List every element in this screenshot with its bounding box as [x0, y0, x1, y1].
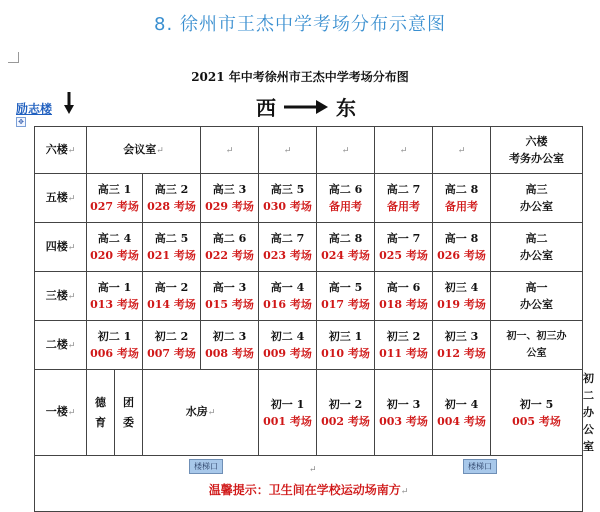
- paragraph-mark: ↵: [341, 145, 350, 156]
- office-label: 高一: [525, 281, 548, 294]
- paragraph-mark: ↵: [67, 242, 76, 253]
- exam-room-label: 006 考场: [90, 347, 139, 360]
- exam-room-label: 备用考: [445, 200, 479, 213]
- arrow-right-icon: [284, 100, 328, 114]
- exam-room-label: 009 考场: [263, 347, 312, 360]
- class-label: 高一 3: [212, 281, 247, 294]
- office-label: 高二: [525, 232, 548, 245]
- empty-cell: [375, 127, 433, 174]
- room-cell: [433, 370, 491, 456]
- exam-office-cell: [491, 127, 583, 174]
- paragraph-mark: ↵: [283, 145, 292, 156]
- exam-office-label: 考务办公室: [509, 152, 565, 165]
- office-cell: [491, 272, 583, 321]
- stairway-right-label: 楼梯口: [463, 459, 497, 474]
- inspire-building-link[interactable]: 励志楼: [16, 102, 53, 116]
- exam-room-label: 008 考场: [205, 347, 254, 360]
- exam-room-label: 001 考场: [263, 414, 312, 428]
- room-cell: [259, 223, 317, 272]
- empty-cell: [317, 127, 375, 174]
- class-label: 高二 7: [270, 232, 305, 245]
- floor-label: [35, 174, 87, 223]
- room-cell: [201, 223, 259, 272]
- room-cell: [375, 223, 433, 272]
- exam-room-label: 029 考场: [205, 200, 254, 213]
- class-label: 高二 5: [154, 232, 189, 245]
- cell-text: 水房: [185, 405, 208, 418]
- paragraph-mark: ↵: [225, 145, 234, 156]
- room-cell: [259, 370, 317, 456]
- class-label: 高二 6: [212, 232, 247, 245]
- room-cell: [433, 321, 491, 370]
- class-label: 高二 8: [328, 232, 363, 245]
- paragraph-mark: ↵: [67, 340, 76, 351]
- cell-text: 会议室: [123, 142, 157, 156]
- cell-text: 温馨提示：卫生间在学校运动场南方: [208, 483, 401, 497]
- exam-room-label: 011 考场: [379, 347, 428, 360]
- document-title: 2021 年中考徐州市王杰中学考场分布图: [191, 70, 409, 84]
- class-label: 初二 1: [97, 330, 132, 343]
- room-cell: [375, 272, 433, 321]
- empty-cell: [433, 127, 491, 174]
- floor-row-6: [35, 127, 583, 174]
- room-cell: [259, 272, 317, 321]
- paragraph-mark: ↵: [156, 145, 164, 156]
- floor-row-5: [35, 174, 583, 223]
- exam-room-label: 019 考场: [437, 298, 486, 311]
- room-cell: [375, 321, 433, 370]
- direction-indicator: [256, 92, 356, 121]
- exam-office-label: 六楼: [525, 135, 548, 148]
- exam-room-label: 备用考: [329, 200, 363, 213]
- room-cell: [201, 174, 259, 223]
- exam-room-label: 备用考: [387, 200, 421, 213]
- class-label: 高一 8: [444, 232, 479, 245]
- exam-room-label: 026 考场: [437, 249, 486, 262]
- deyu-char-1: 德: [95, 395, 106, 409]
- paragraph-mark: ↵: [400, 487, 409, 497]
- class-label: 高二 4: [97, 232, 132, 245]
- toilet-tip: [35, 482, 582, 501]
- paragraph-mark: ↵: [457, 145, 466, 156]
- room-cell: [143, 272, 201, 321]
- class-label: 高一 7: [386, 232, 421, 245]
- class-label: 高一 4: [270, 281, 305, 294]
- class-label: 高二 8: [444, 183, 479, 196]
- office-label: 办公室: [520, 249, 554, 262]
- exam-room-label: 002 考场: [321, 414, 370, 428]
- class-label: 初一 4: [444, 397, 479, 411]
- footer-cell: [35, 456, 583, 512]
- cell-text: 三楼: [45, 288, 68, 302]
- room-cell: [201, 272, 259, 321]
- cell-text: 六楼: [45, 142, 68, 156]
- paragraph-mark: ↵: [399, 145, 408, 156]
- room-cell: [201, 321, 259, 370]
- class-label: 高二 7: [386, 183, 421, 196]
- room-cell: [317, 272, 375, 321]
- floor-row-1: 一楼↵ 德 育 团 委 水房↵ 初一 1 001 考场 初一 2 002 考场 初一 3 003 考场 初一 4 004 考场 初一 5 005 考场 初二 办公室: [35, 370, 583, 456]
- class-label: 高一 5: [328, 281, 363, 294]
- exam-room-label: 007 考场: [147, 347, 196, 360]
- exam-room-label: 020 考场: [90, 249, 139, 262]
- office-cell: [491, 321, 583, 370]
- exam-room-label: 021 考场: [147, 249, 196, 262]
- exam-room-label: 030 考场: [263, 200, 312, 213]
- class-label: 初三 2: [386, 330, 421, 343]
- paragraph-mark: ↵: [309, 465, 317, 475]
- exam-room-label: 028 考场: [147, 200, 196, 213]
- room-cell: [143, 223, 201, 272]
- office-cell: [491, 174, 583, 223]
- paragraph-mark: ↵: [67, 193, 76, 204]
- paragraph-mark: ↵: [67, 145, 76, 156]
- water-room-cell: [143, 370, 259, 456]
- paragraph-mark: ↵: [207, 408, 216, 418]
- empty-cell: [201, 127, 259, 174]
- class-label: 高一 1: [97, 281, 132, 294]
- room-cell: [433, 223, 491, 272]
- exam-room-label: 022 考场: [205, 249, 254, 262]
- office-label: 办公室: [520, 298, 554, 311]
- table-move-handle-icon[interactable]: ✥: [16, 117, 26, 127]
- office-label: 公室: [526, 348, 547, 359]
- east-label: 东: [336, 96, 356, 120]
- exam-room-label: 013 考场: [90, 298, 139, 311]
- room-cell: [491, 370, 583, 456]
- exam-room-label: 012 考场: [437, 347, 486, 360]
- cell-text: 二楼: [45, 337, 68, 351]
- class-label: 初一 3: [386, 397, 421, 411]
- floor-label: [35, 223, 87, 272]
- exam-room-table: [34, 126, 595, 512]
- room-cell: [87, 321, 143, 370]
- class-label: 高三 5: [270, 183, 305, 196]
- class-label: 高三 1: [97, 183, 132, 196]
- floor-label: [35, 321, 87, 370]
- room-cell: [433, 174, 491, 223]
- floor-row-2: [35, 321, 583, 370]
- exam-room-label: 005 考场: [512, 414, 561, 428]
- class-label: 初一 2: [328, 397, 363, 411]
- crop-mark: [8, 52, 19, 63]
- exam-room-label: 010 考场: [321, 347, 370, 360]
- paragraph-mark: ↵: [67, 291, 76, 302]
- deyu-tuanwei-cell: [87, 370, 143, 456]
- room-cell: [317, 223, 375, 272]
- exam-room-label: 015 考场: [205, 298, 254, 311]
- room-cell: [317, 174, 375, 223]
- tuanwei-char-1: 团: [123, 395, 134, 409]
- floor-row-3: [35, 272, 583, 321]
- meeting-room-cell: [87, 127, 201, 174]
- exam-room-label: 014 考场: [147, 298, 196, 311]
- room-cell: [259, 174, 317, 223]
- room-cell: [317, 321, 375, 370]
- room-cell: [87, 272, 143, 321]
- floor-row-4: [35, 223, 583, 272]
- class-label: 初一 1: [270, 397, 305, 411]
- page-heading: 8. 徐州市王杰中学考场分布示意图: [154, 14, 446, 35]
- deyu-char-2: 育: [95, 415, 106, 429]
- class-label: 初二 2: [154, 330, 189, 343]
- office-label: 高三: [525, 183, 548, 196]
- floor-label: [35, 272, 87, 321]
- class-label: 高三 2: [154, 183, 189, 196]
- room-cell: [317, 370, 375, 456]
- class-label: 初一 5: [519, 397, 554, 411]
- room-cell: [259, 321, 317, 370]
- class-label: 初二 3: [212, 330, 247, 343]
- class-label: 初三 3: [444, 330, 479, 343]
- exam-room-label: 016 考场: [263, 298, 312, 311]
- tuanwei-char-2: 委: [123, 415, 134, 429]
- office-label: 办公室: [520, 200, 554, 213]
- exam-room-label: 023 考场: [263, 249, 312, 262]
- exam-room-label: 024 考场: [321, 249, 370, 262]
- room-cell: [375, 370, 433, 456]
- paragraph-mark: ↵: [67, 408, 76, 418]
- empty-cell: [259, 127, 317, 174]
- stairway-left-label: 楼梯口: [189, 459, 223, 474]
- class-label: 高二 6: [328, 183, 363, 196]
- exam-room-label: 004 考场: [437, 414, 486, 428]
- cell-text: 五楼: [45, 190, 68, 204]
- room-cell: [375, 174, 433, 223]
- class-label: 高一 6: [386, 281, 421, 294]
- floor-label: [35, 127, 87, 174]
- exam-room-label: 025 考场: [379, 249, 428, 262]
- room-cell: [87, 223, 143, 272]
- exam-room-label: 003 考场: [379, 414, 428, 428]
- office-label: 初一、初三办: [506, 331, 567, 342]
- footer-row: [35, 456, 583, 512]
- exam-room-label: 027 考场: [90, 200, 139, 213]
- cell-text: 四楼: [45, 239, 68, 253]
- office-cell: [491, 223, 583, 272]
- room-cell: [433, 272, 491, 321]
- class-label: 高一 2: [154, 281, 189, 294]
- class-label: 高三 3: [212, 183, 247, 196]
- class-label: 初二 4: [270, 330, 305, 343]
- class-label: 初三 1: [328, 330, 363, 343]
- arrow-down-icon: [64, 92, 74, 114]
- cell-text: 一楼: [45, 405, 68, 418]
- room-cell: [87, 174, 143, 223]
- exam-room-label: 017 考场: [321, 298, 370, 311]
- floor-label: [35, 370, 87, 456]
- exam-room-label: 018 考场: [379, 298, 428, 311]
- room-cell: [143, 174, 201, 223]
- room-cell: [143, 321, 201, 370]
- class-label: 初三 4: [444, 281, 479, 294]
- west-label: 西: [256, 96, 276, 120]
